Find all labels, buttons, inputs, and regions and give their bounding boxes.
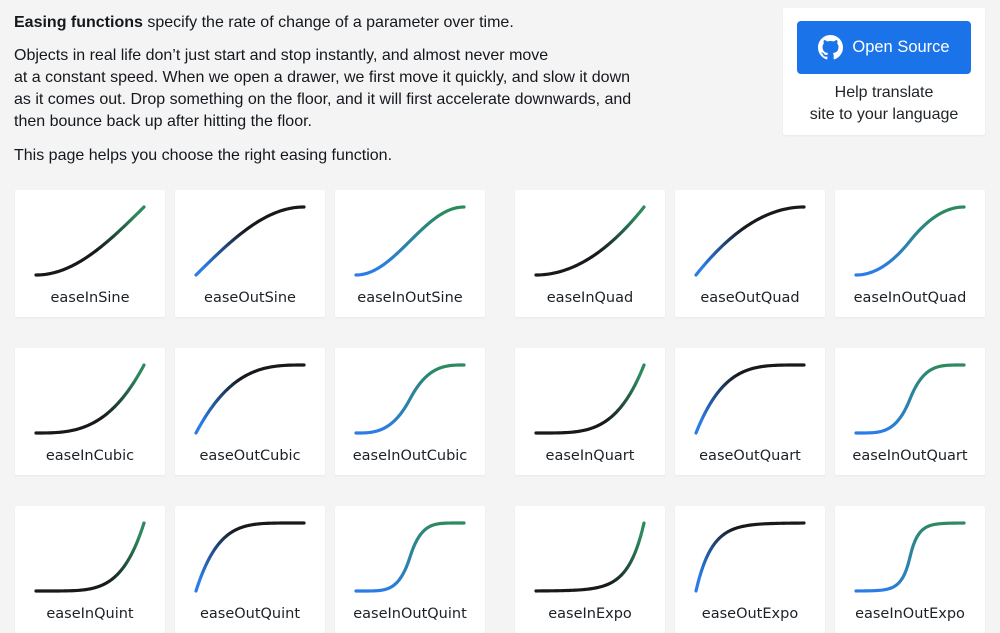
easing-card-label: easeInSine xyxy=(50,290,130,306)
easing-group-quad xyxy=(515,190,985,317)
easing-grid xyxy=(15,190,985,633)
easing-curve-easeInOutExpo xyxy=(852,519,968,595)
easing-card-easeOutSine[interactable] xyxy=(175,190,325,317)
easing-curve-easeOutSine xyxy=(192,203,308,279)
easing-card-easeInExpo[interactable] xyxy=(515,506,665,633)
easing-card-easeInCubic[interactable] xyxy=(15,348,165,475)
easing-curve-easeInOutCubic xyxy=(352,361,468,437)
easing-card-easeOutExpo[interactable] xyxy=(675,506,825,633)
easing-card-easeInOutQuart[interactable] xyxy=(835,348,985,475)
easing-card-label: easeOutQuad xyxy=(700,290,800,306)
easing-curve-easeOutCubic xyxy=(192,361,308,437)
easing-card-easeInQuad[interactable] xyxy=(515,190,665,317)
easing-group-expo xyxy=(515,506,985,633)
intro-description: Objects in real life don’t just start and stop instantly, and almost never move at a constant speed. When we open a drawer, we first move it quickly, and slow it down as it comes out. Drop something on the floor, and it will first accelerate downwards, and then bounce back up after hitting the floor. xyxy=(14,47,632,130)
easing-card-label: easeInOutQuint xyxy=(353,606,467,622)
easing-card-label: easeOutQuint xyxy=(199,606,301,622)
easing-card-easeInOutCubic[interactable] xyxy=(335,348,485,475)
easing-curve-easeInQuart xyxy=(532,361,648,437)
easing-curve-easeOutQuad xyxy=(692,203,808,279)
intro-section xyxy=(14,12,776,167)
easing-card-easeOutQuint[interactable] xyxy=(175,506,325,633)
easing-curve-easeOutQuint xyxy=(192,519,308,595)
easing-card-easeOutQuad[interactable] xyxy=(675,190,825,317)
translate-card xyxy=(783,8,985,135)
page-title-line xyxy=(14,12,776,34)
easing-card-label: easeInOutCubic xyxy=(352,448,468,464)
easing-curve-easeInQuad xyxy=(532,203,648,279)
github-icon xyxy=(818,35,843,60)
easing-group-quint xyxy=(15,506,485,633)
easing-card-easeInOutSine[interactable] xyxy=(335,190,485,317)
easing-card-label: easeInOutQuart xyxy=(852,448,968,464)
easing-curve-easeOutQuart xyxy=(692,361,808,437)
easing-card-label: easeOutCubic xyxy=(199,448,301,464)
easing-group-quart xyxy=(515,348,985,475)
easing-card-label: easeOutExpo xyxy=(701,606,799,622)
easing-curve-easeOutExpo xyxy=(692,519,808,595)
easing-card-label: easeInQuint xyxy=(46,606,134,622)
easing-card-label: easeInCubic xyxy=(45,448,135,464)
easing-card-easeInQuint[interactable] xyxy=(15,506,165,633)
page-title: Easing functions xyxy=(14,14,143,31)
easing-card-label: easeInQuart xyxy=(545,448,635,464)
help-translate-link[interactable]: Help translate site to your language xyxy=(809,84,959,123)
easing-card-easeInQuart[interactable] xyxy=(515,348,665,475)
easing-card-easeInOutQuint[interactable] xyxy=(335,506,485,633)
easing-card-label: easeInExpo xyxy=(548,606,632,622)
easing-group-sine xyxy=(15,190,485,317)
open-source-label: Open Source xyxy=(852,38,950,56)
easing-curve-easeInOutQuint xyxy=(352,519,468,595)
easing-card-easeInOutExpo[interactable] xyxy=(835,506,985,633)
page-title-rest: specify the rate of change of a parameter over time. xyxy=(142,14,514,31)
easing-curve-easeInQuint xyxy=(32,519,148,595)
easing-card-easeOutCubic[interactable] xyxy=(175,348,325,475)
easing-curve-easeInCubic xyxy=(32,361,148,437)
easing-curve-easeInSine xyxy=(32,203,148,279)
easing-curve-easeInOutQuart xyxy=(852,361,968,437)
easing-curve-easeInOutSine xyxy=(352,203,468,279)
easing-card-easeInSine[interactable] xyxy=(15,190,165,317)
easing-card-label: easeOutSine xyxy=(204,290,296,306)
intro-closing: This page helps you choose the right easing function. xyxy=(14,147,393,164)
easing-card-label: easeInQuad xyxy=(546,290,634,306)
easing-group-cubic xyxy=(15,348,485,475)
easing-card-label: easeInOutSine xyxy=(357,290,463,306)
open-source-button[interactable] xyxy=(797,21,971,74)
easing-card-easeOutQuart[interactable] xyxy=(675,348,825,475)
easing-card-easeInOutQuad[interactable] xyxy=(835,190,985,317)
easing-curve-easeInExpo xyxy=(532,519,648,595)
easing-card-label: easeInOutExpo xyxy=(855,606,965,622)
easing-card-label: easeInOutQuad xyxy=(853,290,967,306)
easing-card-label: easeOutQuart xyxy=(699,448,801,464)
easing-curve-easeInOutQuad xyxy=(852,203,968,279)
